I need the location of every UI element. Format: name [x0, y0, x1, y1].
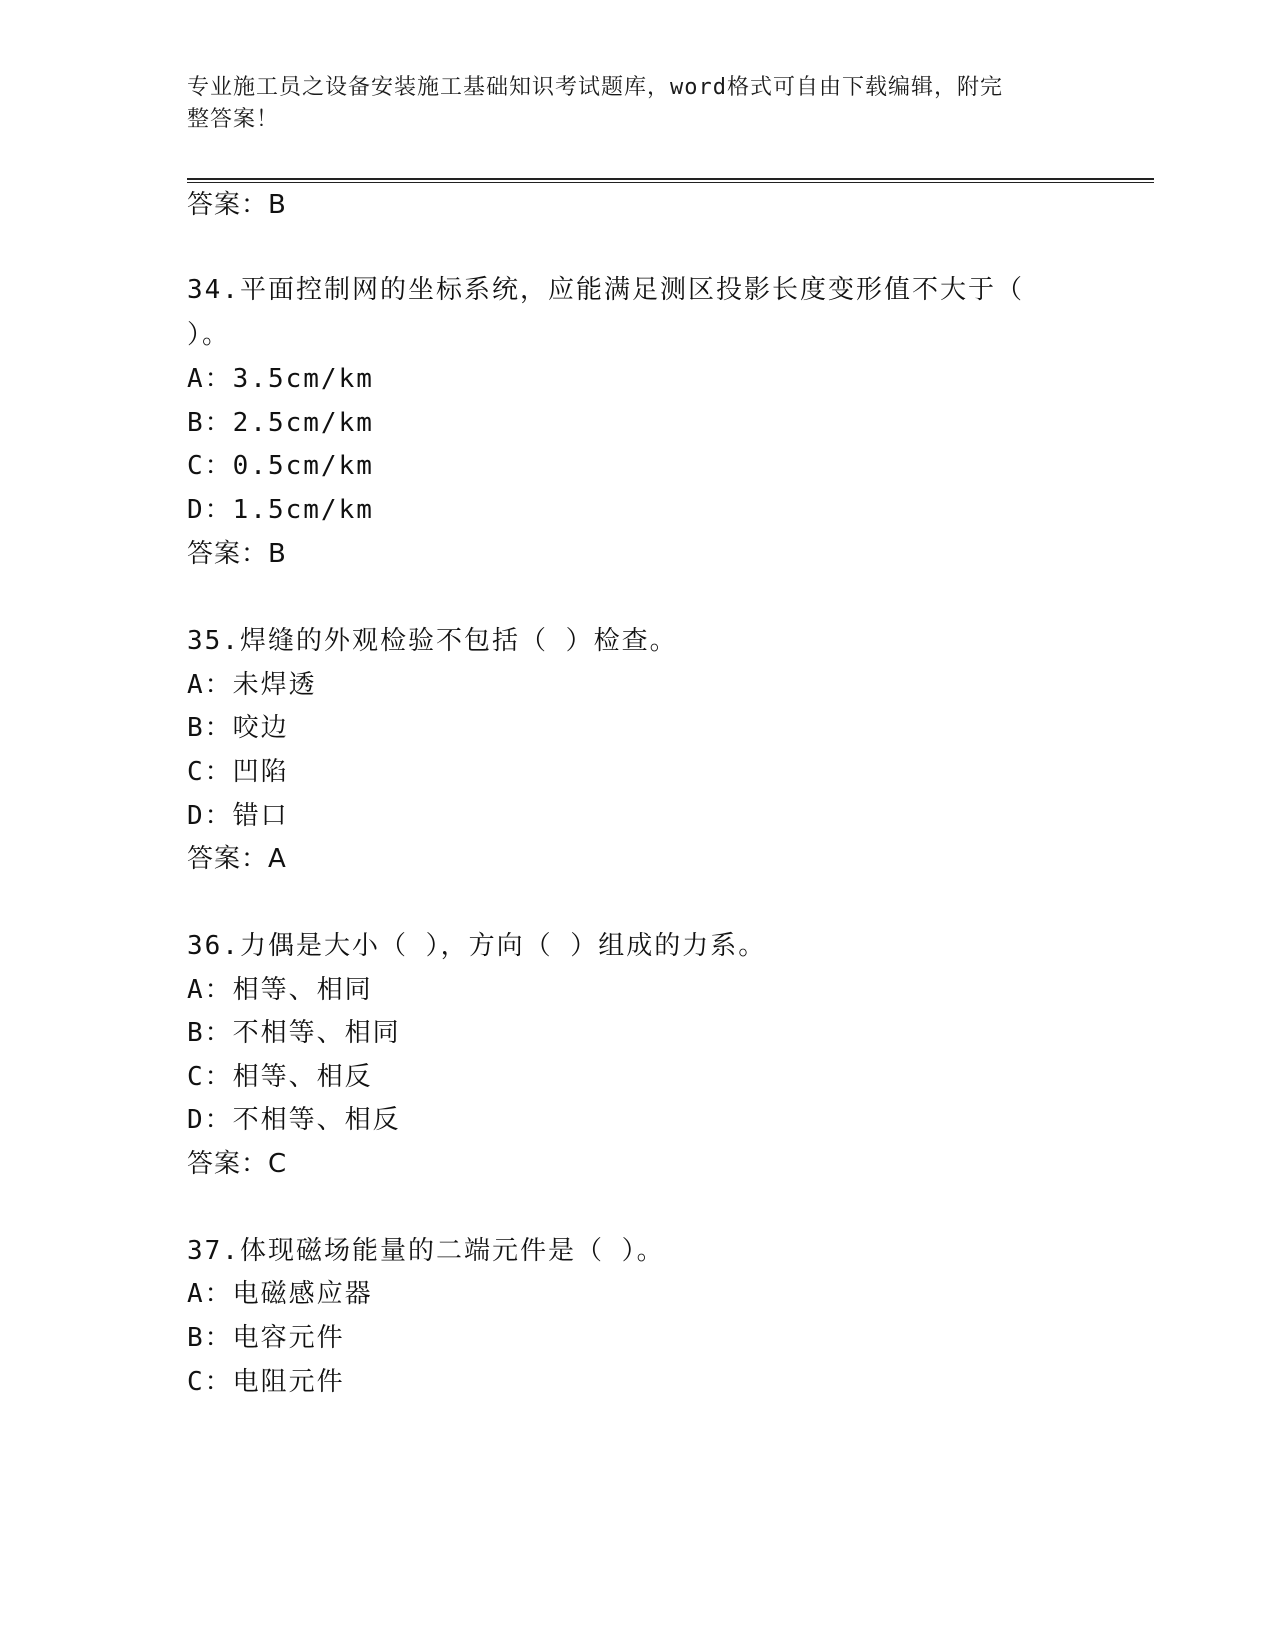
question-35-option-d: D：错口 [187, 801, 289, 831]
question-37-option-a: A：电磁感应器 [187, 1279, 373, 1309]
header-line-2: 整答案！ [187, 107, 280, 132]
question-37-option-b: B：电容元件 [187, 1323, 345, 1353]
question-35-option-a: A：未焊透 [187, 670, 317, 700]
previous-answer: 答案：B [187, 190, 287, 220]
question-34-option-a: A：3.5cm/km [187, 364, 374, 394]
question-37-stem: 37.体现磁场能量的二端元件是（ ）。 [187, 1236, 665, 1266]
question-36-option-a: A：相等、相同 [187, 975, 373, 1005]
question-35-option-b: B：咬边 [187, 713, 289, 743]
page-header [187, 72, 1067, 136]
question-34-option-d: D：1.5cm/km [187, 495, 374, 525]
question-35-option-c: C：凹陷 [187, 757, 289, 787]
question-34-answer: 答案：B [187, 539, 287, 569]
header-divider [187, 178, 1154, 183]
question-34-option-c: C：0.5cm/km [187, 451, 374, 481]
question-35-stem: 35.焊缝的外观检验不包括（ ）检查。 [187, 626, 678, 656]
question-34-option-b: B：2.5cm/km [187, 408, 374, 438]
question-36-option-c: C：相等、相反 [187, 1062, 373, 1092]
question-36-option-b: B：不相等、相同 [187, 1018, 401, 1048]
question-36-option-d: D：不相等、相反 [187, 1105, 401, 1135]
question-34-stem-line-1: 34.平面控制网的坐标系统，应能满足测区投影长度变形值不大于（ [187, 275, 1024, 305]
question-35-answer: 答案：A [187, 844, 287, 874]
question-34-stem-line-2: ）。 [187, 320, 231, 350]
question-36-answer: 答案：C [187, 1149, 288, 1179]
question-36-stem: 36.力偶是大小（ ），方向（ ）组成的力系。 [187, 931, 767, 961]
header-line-1: 专业施工员之设备安装施工基础知识考试题库，word格式可自由下载编辑，附完 [187, 75, 1003, 100]
question-37-option-c: C：电阻元件 [187, 1367, 345, 1397]
